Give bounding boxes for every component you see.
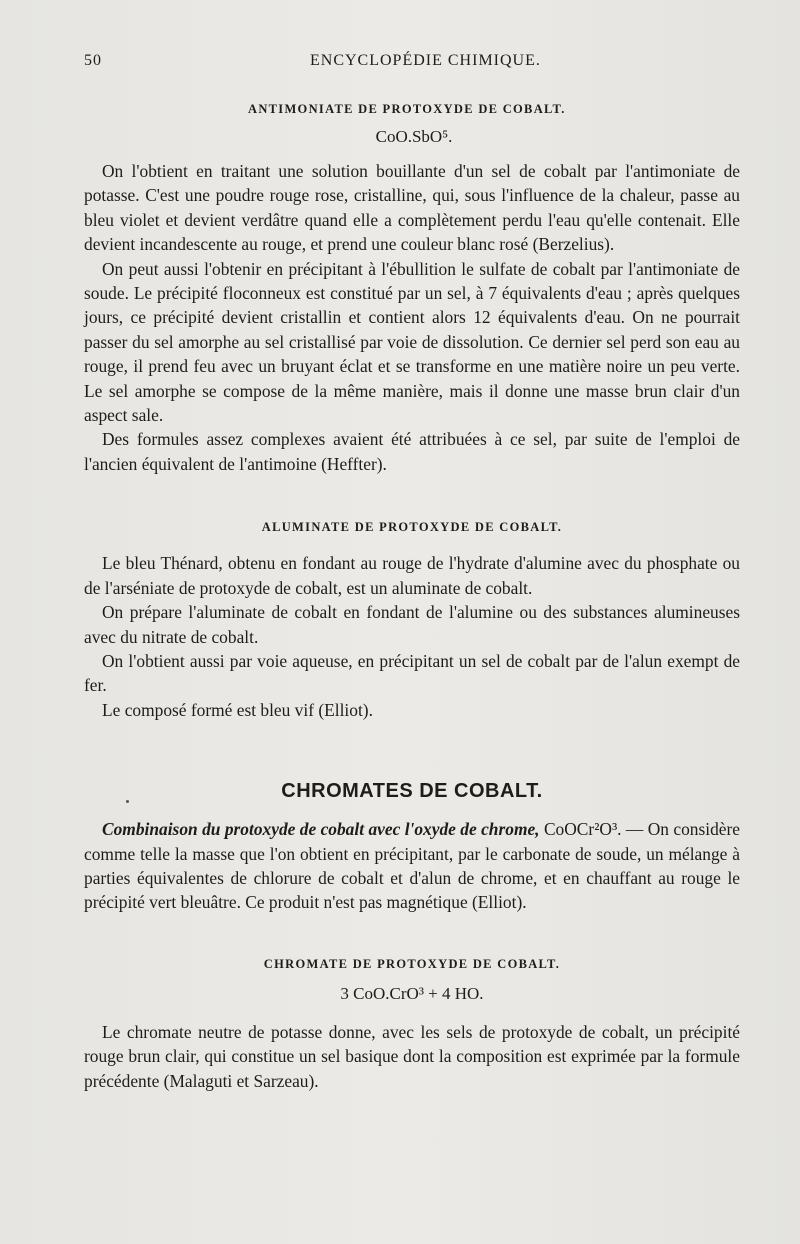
- formula: 3 CoO.CrO³ + 4 HO.: [340, 983, 484, 1003]
- paragraph: Le composé formé est bleu vif (Elliot).: [102, 699, 373, 720]
- formula: CoO.SbO⁵.: [375, 127, 453, 146]
- section-title: CHROMATE DE PROTOXYDE DE COBALT.: [263, 956, 561, 971]
- paragraph: On l'obtient en traitant une solution bouillante d'un sel de cobalt par l'antimoniate de potasse. C'est une poudre rouge rose, cristalline, qui, sous l'influence de la chaleur, passe au bleu violet et devient verdâtre quand elle a complètement perdu l'eau qu'elle contenait. Elle devient incandescente au rouge, et prend une couleur blanc rosé (Berzelius).: [84, 161, 740, 255]
- paragraph: On l'obtient aussi par voie aqueuse, en précipitant un sel de cobalt par de l'alun exempt de fer.: [84, 650, 740, 696]
- paragraph: On peut aussi l'obtenir en précipitant à l'ébullition le sulfate de cobalt par l'antimoniate de soude. Le précipité floconneux est constitué par un sel, à 7 équivalents d'eau ; après quelques jours, ce précipité devient cristallin et contient alors 12 équivalents d'eau. On ne pourrait passer du sel amorphe au sel cristallisé par voie de dissolution. Ce dernier sel perd son eau au rouge, il prend feu avec un bruyant éclat et se transforme en une matière noire un peu verte. Le sel amorphe se compose de la même manière, mais il donne une masse brun clair d'un aspect sale.: [84, 258, 740, 426]
- running-title: ENCYCLOPÉDIE CHIMIQUE.: [310, 52, 541, 69]
- page-body: [84, 102, 740, 1093]
- paragraph: Des formules assez complexes avaient été attribuées à ce sel, par suite de l'emploi de l'ancien équivalent de l'antimoine (Heffter).: [84, 429, 740, 474]
- paragraph: [84, 817, 740, 915]
- paragraph: Le bleu Thénard, obtenu en fondant au rouge de l'hydrate d'alumine avec du phosphate ou de l'arséniate de protoxyde de cobalt, est un aluminate de cobalt.: [84, 553, 740, 598]
- ink-speck: [126, 800, 129, 803]
- paragraph: On prépare l'aluminate de cobalt en fondant de l'alumine ou des substances alumineuses avec du nitrate de cobalt.: [84, 602, 740, 647]
- paragraph-text: CoOCr²O³. — On considère comme telle la masse que l'on obtient en précipitant, par le carbonate de soude, un mélange à parties équivalentes de chlorure de cobalt et d'alun de chrome, et en chauffant au rouge le précipité vert bleuâtre. Ce produit n'est pas magnétique (Elliot).: [84, 819, 740, 913]
- paragraph: Le chromate neutre de potasse donne, avec les sels de protoxyde de cobalt, un précipité rouge brun clair, qui constitue un sel basique dont la composition est exprimée par la formule précédente (Malaguti et Sarzeau).: [84, 1021, 740, 1091]
- chapter-title: CHROMATES DE COBALT.: [281, 780, 543, 803]
- page-number: 50: [84, 52, 102, 69]
- paragraph-lead: Combinaison du protoxyde de cobalt avec l'oxyde de chrome,: [102, 819, 540, 840]
- section-title: ALUMINATE DE PROTOXYDE DE COBALT.: [261, 520, 563, 535]
- section-antimoniate: [124, 102, 740, 117]
- section-title: ANTIMONIATE DE PROTOXYDE DE COBALT.: [248, 102, 566, 116]
